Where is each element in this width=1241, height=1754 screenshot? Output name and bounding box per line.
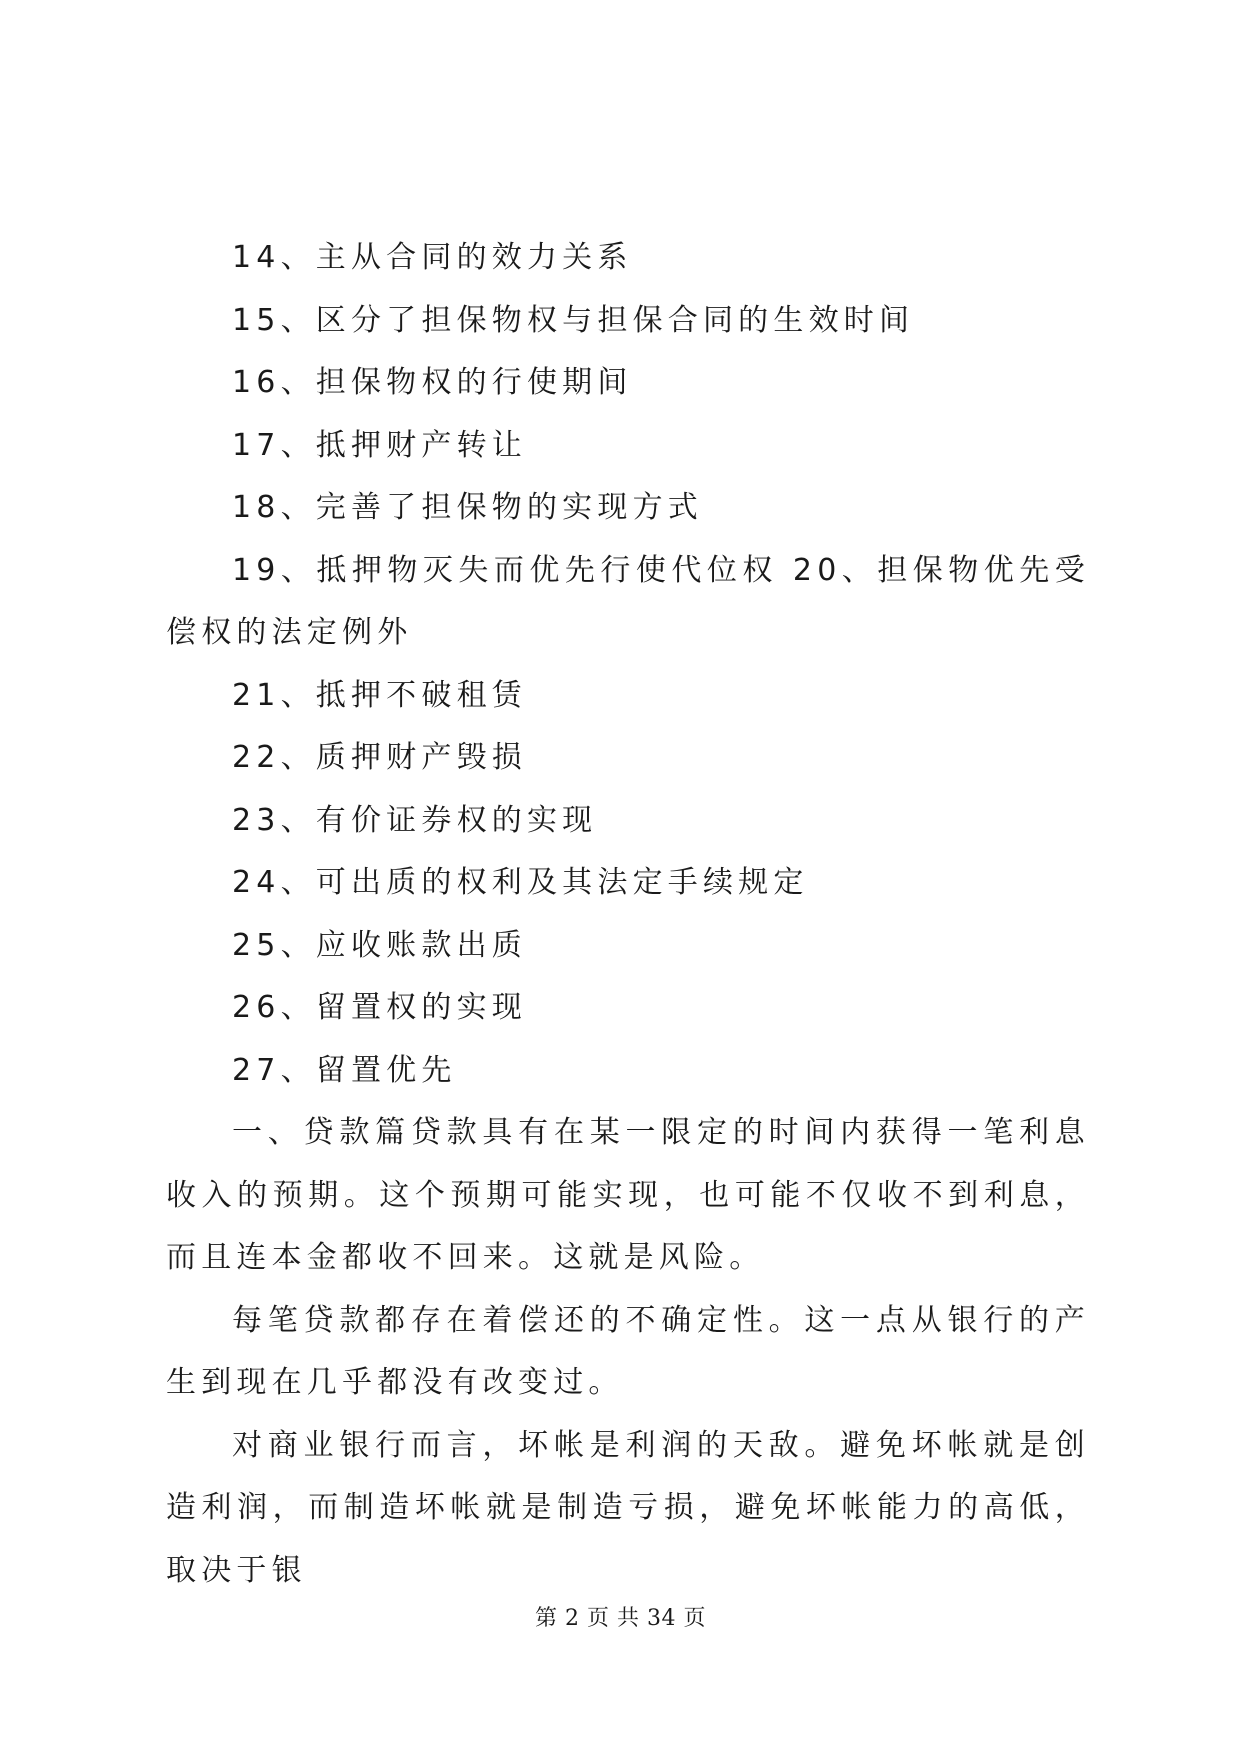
- paragraph: 每笔贷款都存在着偿还的不确定性。这一点从银行的产生到现在几乎都没有改变过。: [166, 1302, 1090, 1400]
- list-item: 18、完善了担保物的实现方式: [232, 490, 703, 525]
- list-item: 15、区分了担保物权与担保合同的生效时间: [232, 302, 915, 338]
- paragraph: 对商业银行而言，坏帐是利润的天敌。避免坏帐就是创造利润，而制造坏帐就是制造亏损，避免坏帐能力的高低，取决于银: [166, 1427, 1090, 1588]
- list-item: 16、担保物权的行使期间: [232, 365, 633, 400]
- list-item: 26、留置权的实现: [232, 990, 527, 1025]
- list-item: 22、质押财产毁损: [232, 740, 527, 775]
- list-item: 19、抵押物灭失而优先行使代位权 20、担保物优先受偿权的法定例外: [166, 552, 1090, 650]
- list-item: 17、抵押财产转让: [232, 427, 527, 463]
- list-item: 27、留置优先: [232, 1052, 457, 1088]
- page-number-footer: 第 2 页 共 34 页: [535, 1606, 706, 1631]
- list-item: 14、主从合同的效力关系: [232, 240, 633, 275]
- list-item: 24、可出质的权利及其法定手续规定: [232, 865, 809, 900]
- list-item: 25、应收账款出质: [232, 927, 527, 963]
- document-body: [166, 227, 1090, 1602]
- list-item: 23、有价证券权的实现: [232, 802, 598, 838]
- list-item: 21、抵押不破租赁: [232, 677, 527, 713]
- paragraph: 一、贷款篇贷款具有在某一限定的时间内获得一笔利息收入的预期。这个预期可能实现，也可能不仅收不到利息，而且连本金都收不回来。这就是风险。: [166, 1115, 1090, 1275]
